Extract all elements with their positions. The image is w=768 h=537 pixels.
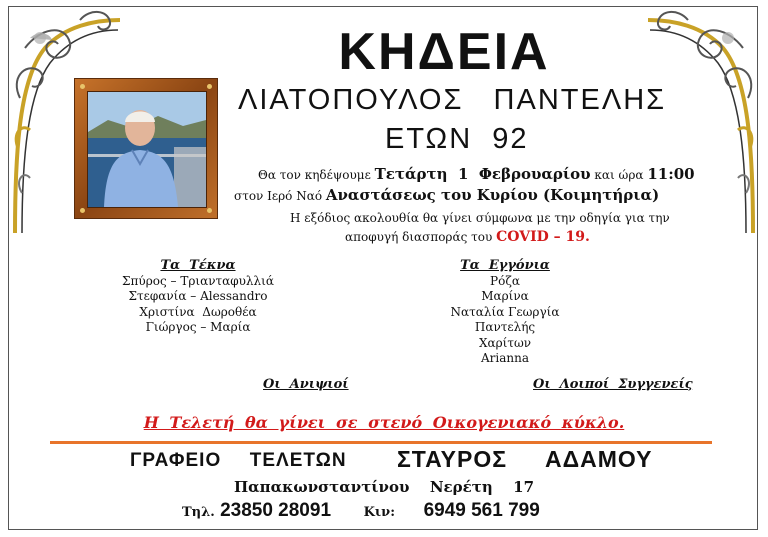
list-item: Παντελής xyxy=(474,320,536,334)
phone-number: 23850 28091 xyxy=(220,500,332,521)
list-item: Μαρίνα xyxy=(481,289,529,303)
service-note-line1: Η εξόδιος ακολουθία θα γίνει σύμφωνα με την οδηγία για την xyxy=(290,211,670,225)
grandchildren-heading: Τα Εγγόνια xyxy=(460,258,550,273)
grandchildren-list xyxy=(430,258,580,367)
service-note2: αποφυγή διασποράς του xyxy=(345,230,493,244)
service-day: Τετάρτη 1 Φεβρουαρίου xyxy=(374,165,591,183)
relatives-label: Οι Λοιποί Συγγενείς xyxy=(533,377,693,392)
nephews-label: Οι Ανιψιοί xyxy=(263,377,349,392)
deceased-age: ΕΤΩΝ 92 xyxy=(385,123,529,155)
service-pre-day: Θα τον κηδέψουμε xyxy=(258,168,371,182)
service-pre-church: στον Ιερό Ναό xyxy=(234,189,323,203)
divider xyxy=(50,441,712,444)
frame-bolt-icon xyxy=(80,84,85,89)
list-item: Γιώργος – Μαρία xyxy=(145,320,251,334)
funeral-office-label: ΓΡΑΦΕΙΟ ΤΕΛΕΤΩΝ xyxy=(130,450,347,471)
notice-title: ΚΗΔΕΙΑ xyxy=(338,23,550,81)
funeral-office-address: Παπακωνσταντίνου Νερέτη 17 xyxy=(233,478,535,496)
frame-bolt-icon xyxy=(207,208,212,213)
service-time: 11:00 xyxy=(647,165,695,183)
list-item: Σπύρος – Τριανταφυλλιά xyxy=(122,273,274,288)
children-heading: Τα Τέκνα xyxy=(160,258,236,273)
service-church: Αναστάσεως του Κυρίου (Κοιμητήρια) xyxy=(325,186,660,204)
list-item: Ναταλία Γεωργία xyxy=(450,304,560,319)
list-item: Στεφανία – Alessandro xyxy=(128,289,268,303)
service-date-line xyxy=(258,165,695,183)
list-item: Χαρίτων xyxy=(478,335,532,350)
list-item: Arianna xyxy=(480,351,529,365)
service-church-line xyxy=(234,186,659,204)
contact-line xyxy=(182,500,540,522)
phone-label: Τηλ. xyxy=(182,505,215,520)
portrait-frame xyxy=(74,78,218,219)
covid-label: COVID – 19. xyxy=(496,229,590,245)
ceremony-note: Η Τελετή θα γίνει σε στενό Οικογενιακό κύκλο. xyxy=(143,413,625,432)
frame-bolt-icon xyxy=(207,84,212,89)
portrait-photo xyxy=(87,91,207,208)
deceased-name: ΛΙΑΤΟΠΟΥΛΟΣ ΠΑΝΤΕΛΗΣ xyxy=(238,84,667,116)
funeral-office-owner: ΣΤΑΥΡΟΣ ΑΔΑΜΟΥ xyxy=(397,446,653,472)
service-pre-time: και ώρα xyxy=(594,168,644,182)
service-note-line2 xyxy=(345,229,590,245)
mobile-label: Κιν: xyxy=(363,505,395,520)
list-item: Ρόζα xyxy=(490,273,520,288)
mobile-number: 6949 561 799 xyxy=(423,500,540,521)
list-item: Χριστίνα Δωροθέα xyxy=(139,304,257,319)
children-list xyxy=(118,258,278,336)
frame-bolt-icon xyxy=(80,208,85,213)
